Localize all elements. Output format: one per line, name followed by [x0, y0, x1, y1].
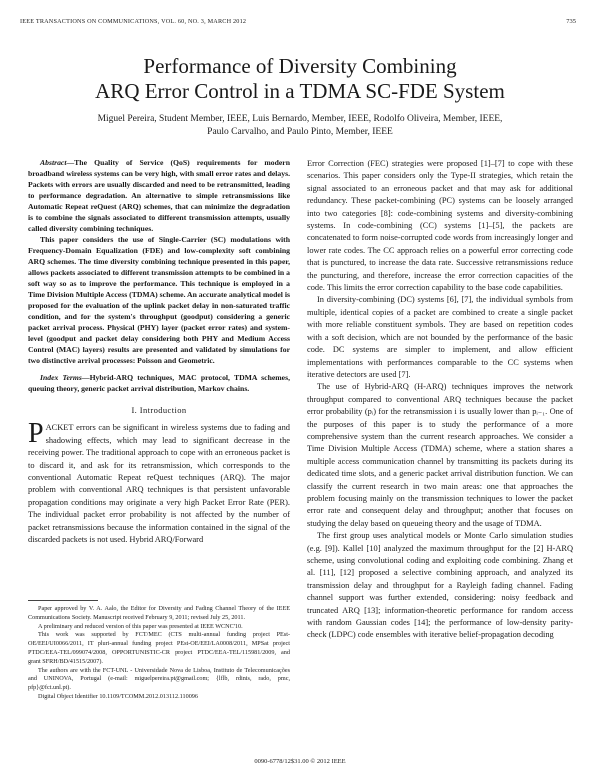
section-heading-introduction: I. Introduction	[131, 405, 187, 415]
abstract-paragraph-2: This paper considers the use of Single-Carrier (SC) modulations with Frequency-Domain Equalization (FDE) and low-complexity soft combining ARQ schemes. The time diversity combining technique presented in this paper, allows packets associated to different transmission attempts to be combined in a soft way so as to improve the performance. This technique is employed in a Time Division Multiple Access (TDMA) scheme. An accurate analytical model is proposed for the evaluation of the uplink packet delay in non-saturated traffic condition, and for the system's throughput (goodput) considering a generic packet arrival process. Physical (PHY) layer (packet error rates) and system-level (goodput and packet delay considering both PHY and Medium Access Control (MAC) layers) results are presented and validated by simulations for two distinctive arrival processes: Poisson and Geometric.	[28, 235, 290, 365]
index-terms-heading: Index Terms	[40, 373, 82, 382]
authors-line-2: Paulo Carvalho, and Paulo Pinto, Member, IEEE	[207, 127, 393, 137]
right-paragraph-2: In diversity-combining (DC) systems [6], [7], the individual symbols from multiple, identical copies of a packet are combined to create a single packet with more reliable constituent symbols. They are based on repetition codes with a soft decision, which are not bounded by the performance of the basic code. DC systems are simpler to implement, and allow efficient implementations with performances comparable to the CC systems when iterative detectors are used [7].	[307, 295, 573, 379]
right-paragraph-4: The first group uses analytical models or Monte Carlo simulation studies (e.g. [9]). Kallel [10] analyzed the maximum throughput for the [2] H-ARQ scheme, using convolutional coding and exploiting code combining. Zhang et al. [11], [12] proposed a selective combining approach, and analyzed its transmission delay and throughput for a Rayleigh fading channel. Fading channel support was further extended, considering: noisy feedback and truncated ARQ [13]; information-theoretic performance for random access with random Gaussian codes [14]; the performance of low-density parity-check (LDPC) code ensembles with iterative belief-propagation decoding	[307, 531, 573, 640]
running-header: IEEE TRANSACTIONS ON COMMUNICATIONS, VOL. 60, NO. 3, MARCH 2012	[20, 18, 247, 25]
intro-lead-word: ACKET	[45, 423, 74, 433]
footnotes	[28, 605, 290, 702]
abstract-text-1: —The Quality of Service (QoS) requirements for modern broadband wireless systems can be very high, with small error rates and delays. Packets with errors are usually discarded and need to be retransmitted, leading to performance degradation. An alternative to simple retransmissions like Automatic Repeat reQuest (ARQ) schemes, that can minimize the degradation is to combine the signals associated to different transmission attempts, usually called diversity combining techniques.	[28, 158, 290, 233]
paper-title-line-2: ARQ Error Control in a TDMA SC-FDE System	[95, 79, 505, 103]
drop-cap: P	[28, 418, 44, 450]
index-terms-text: —Hybrid-ARQ techniques, MAC protocol, TDMA schemes, queuing theory, generic packet arrival distribution, Markov chains.	[28, 373, 290, 393]
footnote-preliminary: A preliminary and reduced version of this paper was presented at IEEE WCNC'10.	[38, 622, 243, 630]
right-column	[307, 158, 573, 642]
right-paragraph-3: The use of Hybrid-ARQ (H-ARQ) techniques improves the network throughput compared to conventional ARQ techniques because the packet error probability (pᵢ) for the retransmission i is usually lower than pᵢ₋₁. One of the purposes of this paper is to study the performance of a more comprehensive system than the current research approaches. We consider a Time Division Multiple Access (TDMA) scheme, where a station shares a multiple access communication channel by transmitting its packets during its dedicated time slots, and a generic packet arrival distribution function. We can classify the current research in two main areas: one that approaches the problem focusing mainly on the transmission techniques to lower the packet error rate and consequent delay and throughput; another that focuses on studying the delay based on queueing theory and the usage of TDMA.	[307, 382, 573, 528]
intro-paragraph	[28, 418, 290, 546]
copyright-footer: 0090-6778/12$31.00 © 2012 IEEE	[254, 758, 346, 765]
footnote-rule	[28, 600, 98, 601]
left-column	[28, 157, 290, 546]
index-terms	[28, 372, 290, 394]
abstract-heading: Abstract	[40, 158, 67, 167]
footnote-funding: This work was supported by FCT/MEC (CTS multi-annual funding project PEst-OE/EEI/UI0066/2011, IT pluri-annual funding project PEst-OE/EEI/LA0008/2011, MPSat project PTDC/EEA-TEL/099074/2008, OPPORTUNISTIC-CR project PTDC/EEA-TEL/115981/2009, and grant SFRH/BD/41515/2007).	[28, 631, 290, 665]
paper-title-line-1: Performance of Diversity Combining	[143, 54, 457, 78]
right-paragraph-1: Error Correction (FEC) strategies were proposed [1]–[7] to cope with these scenarios. This paper considers only the Type-II strategies, which retain the signal associated to an erroneous packet and that may ask for additional redundancy. These packet-combining (PC) systems can be loosely arranged into two categories [8]: code-combining systems and diversity-combining systems. In code-combining (CC) systems [1]–[5], the packets are concatenated to form noise-corrupted code words from increasingly longer and lower rate codes. The CC approach relies on a powerful error correcting code that is punctured, to increase the data rate. Successive retransmissions reduce the puncturing, and therefore, increase the error correction capacities of the code. This limits the error correction capability to the base code capabilities.	[307, 159, 573, 293]
authors-line-1: Miguel Pereira, Student Member, IEEE, Luis Bernardo, Member, IEEE, Rodolfo Oliveira, Member, IEEE,	[97, 114, 503, 124]
footnote-doi: Digital Object Identifier 10.1109/TCOMM.2012.013112.110096	[38, 692, 198, 700]
intro-text: errors can be significant in wireless systems due to fading and shadowing effects, which may lead to significant decrease in the receiving power. The traditional approach to cope with an erroneous packet is to discard it, and ask for its retransmission, which corresponds to the conventional Automatic Repeat reQuest techniques (ARQ). The major problem with conventional ARQ techniques is that persistent unfavorable propagation conditions may originate a very high Packet Error Rate (PER). The individual packet error probability is not affected by the number of packet retransmissions because the information contained in the signal of the discarded packets is not used. Hybrid ARQ/Forward	[28, 423, 290, 545]
footnote-editor: Paper approved by V. A. Aalo, the Editor for Diversity and Fading Channel Theory of the IEEE Communications Society. Manuscript received February 9, 2011; revised July 25, 2011.	[28, 605, 290, 621]
abstract-paragraph-1	[28, 157, 290, 234]
page-number: 735	[566, 18, 576, 25]
footnote-affiliations: The authors are with the FCT-UNL - Universidade Nova de Lisboa, Instituto de Telecomunicações and UNINOVA, Portugal (e-mail: miguelpereira.pt@gmail.com; {lflb, rdinis, rado, pmc, pfp}@fct.unl.pt).	[28, 666, 290, 692]
